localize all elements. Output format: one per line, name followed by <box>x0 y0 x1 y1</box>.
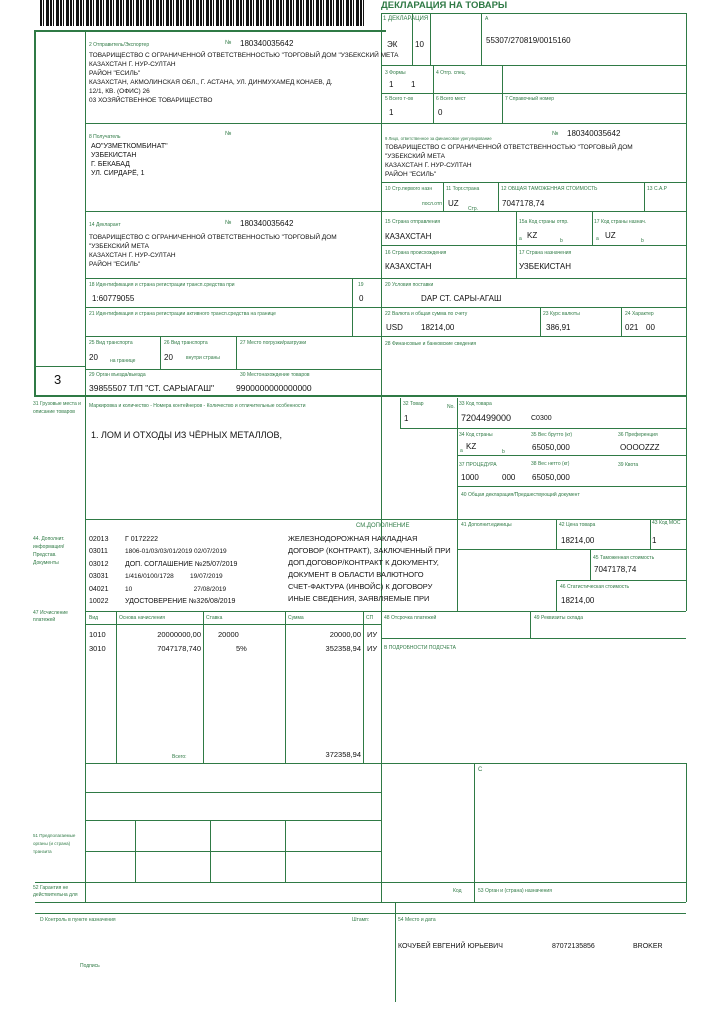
doc-text: 1806-01/03/03/01/2019 02/07/2019 <box>125 548 227 555</box>
financial-text: ТОВАРИЩЕСТВО С ОГРАНИЧЕННОЙ ОТВЕТСТВЕННОСТЬЮ "ТОРГОВЫЙ ДОМ "УЗБЕКСКИЙ МЕТА КАЗАХСТАН Г. НУР-СУЛТАН РАЙОН "ЕСИЛЬ" <box>385 144 633 178</box>
goods-description: 1. ЛОМ И ОТХОДЫ ИЗ ЧЁРНЫХ МЕТАЛЛОВ, <box>91 430 283 440</box>
doc-code: 10022 <box>89 598 109 605</box>
box16-label: 16 Страна происхождения <box>385 250 447 256</box>
boxA-label: А <box>485 16 489 22</box>
invoice-currency: USD <box>386 323 403 332</box>
box52-code-label: Код <box>453 888 462 894</box>
boxD-label: D Контроль в пункте назначения <box>40 917 116 923</box>
net-weight: 65050,000 <box>532 473 570 482</box>
box37-label: 37 ПРОЦЕДУРА <box>459 462 497 468</box>
box33-label: 33 Код товара <box>459 401 492 407</box>
box15-label: 15 Страна отправления <box>385 219 441 225</box>
origin-country: КАЗАХСТАН <box>385 262 432 271</box>
payments-total: 372358,94 <box>325 750 361 759</box>
destination-country: УЗБЕКИСТАН <box>519 262 571 271</box>
box6-label: 6 Всего мест <box>436 96 466 102</box>
box8-no-label: № <box>225 131 232 137</box>
box30-label: 30 Местонахождение товаров <box>240 372 310 378</box>
exchange-rate: 386,91 <box>546 323 571 332</box>
box8-label: 8 Получатель <box>89 134 121 140</box>
doc-code: 02013 <box>89 536 109 543</box>
box3-label: 3 Формы <box>385 70 406 76</box>
box28-label: 28 Финансовые и банковские сведения <box>385 341 477 347</box>
box12-label: 12 ОБЩАЯ ТАМОЖЕННАЯ СТОИМОСТЬ <box>501 186 598 192</box>
box41-label: 41 Дополнит.единицы <box>461 522 512 528</box>
doc-code: 03031 <box>89 573 109 580</box>
box2-label: 2 Отправитель/Экспортер <box>89 42 150 48</box>
box36-label: 36 Преференция <box>618 432 658 438</box>
exporter-text: ТОВАРИЩЕСТВО С ОГРАНИЧЕННОЙ ОТВЕТСТВЕННОСТЬЮ "ТОРГОВЫЙ ДОМ "УЗБЕКСКИЙ МЕТА КАЗАХСТАН Г. НУР-СУЛТАН РАЙОН "ЕСИЛЬ" КАЗАХСТАН, АКМОЛИНСКАЯ ОБЛ., Г. АСТАНА, УЛ. ДИНМУХАМЕД КОНАЕВ, Д. 12/1, КВ. (ОФИС) 26 03 ХОЗЯЙСТВЕННОЕ ТОВАРИЩЕСТВО <box>89 52 399 104</box>
box17a-label: 17 Код страны назнач. <box>594 219 647 225</box>
box14-no-label: № <box>225 220 232 226</box>
exporter-bin: 180340035642 <box>240 39 294 48</box>
box14-label: 14 Декларант <box>89 222 121 228</box>
transport-id: 1:60779055 <box>92 294 135 303</box>
declarant-bin: 180340035642 <box>240 219 294 228</box>
box11-label: 11 Торг.страна <box>446 186 480 192</box>
broker-role: BROKER <box>633 943 663 950</box>
box54-label: 54 Место и дата <box>398 917 436 923</box>
box46-label: 46 Статистическая стоимость <box>560 584 630 590</box>
procedure-2: 000 <box>502 473 516 482</box>
transaction-nature-1: 021 <box>625 323 639 332</box>
box21-label: 21 Идентификация и страна регистрации активного трансп.средства на границе <box>89 311 276 317</box>
box35-label: 35 Вес брутто (кг) <box>531 432 573 438</box>
goods-location: 9900000000000000 <box>236 383 312 393</box>
customs-office: 39855507 Т/П "СТ. САРЫАГАШ" <box>89 383 215 393</box>
total-items: 1 <box>389 108 394 117</box>
box39-label: 39 Квота <box>618 462 639 468</box>
box45-label: 45 Таможенная стоимость <box>593 555 655 561</box>
box44-label: 44. Дополнит. информация/ Представ. Документы <box>33 536 65 566</box>
box23-label: 23 Курс валюты <box>543 311 580 317</box>
payment-base: 20000000,00 <box>157 630 201 639</box>
box15a-b: b <box>560 238 563 244</box>
forms-v2: 1 <box>411 80 416 89</box>
destination-country-code: UZ <box>605 231 616 240</box>
box10-sub: посл.отп <box>422 201 442 207</box>
payment-sp: ИУ <box>367 630 378 639</box>
box47-label: 47 Исчисление платежей <box>33 610 68 623</box>
box24-label: 24 Характер <box>625 311 654 317</box>
box20-label: 20 Условия поставки <box>385 282 434 288</box>
box15a-label: 15а Код страны отпр. <box>519 219 569 225</box>
registration-number: 55307/270819/0015160 <box>486 36 571 45</box>
box17a-a: a <box>596 236 599 242</box>
box29-label: 29 Орган въезда/выезда <box>89 372 146 378</box>
stamp-label: Штамп: <box>352 917 370 923</box>
border-transport: 20 <box>89 353 98 362</box>
col-rate: Ставка <box>206 615 223 621</box>
box25-sub: на границе <box>110 358 136 364</box>
box43-label: 43 Код МОС <box>652 520 681 526</box>
payment-sum: 20000,00 <box>329 630 361 639</box>
side-number: 3 <box>54 372 62 387</box>
consignee-text: АО"УЗМЕТКОМБИНАТ" УЗБЕКИСТАН Г. БЕКАБАД УЛ. СИРДАРЁ, 1 <box>91 143 168 177</box>
doc-text: Г 0172222 <box>125 536 158 543</box>
hs-code: 7204499000 <box>461 413 512 423</box>
doc-text: УДОСТОВЕРЕНИЕ №326/08/2019 <box>125 598 236 605</box>
container-flag: 0 <box>359 294 364 303</box>
box22-label: 22 Валюта и общая сумма по счету <box>385 311 468 317</box>
declarant-text: ТОВАРИЩЕСТВО С ОГРАНИЧЕННОЙ ОТВЕТСТВЕННОСТЬЮ "ТОРГОВЫЙ ДОМ "УЗБЕКСКИЙ МЕТА КАЗАХСТАН Г. НУР-СУЛТАН РАЙОН "ЕСИЛЬ" <box>89 234 337 268</box>
invoice-amount: 18214,00 <box>421 323 455 332</box>
payment-vid: 1010 <box>89 630 106 639</box>
box32-label: 32 Товар <box>403 401 424 407</box>
item-number: 1 <box>404 414 409 423</box>
col-sum: Сумма <box>288 615 304 621</box>
box34-a: a <box>460 448 463 454</box>
trade-country: UZ <box>448 199 459 208</box>
regime-number: 10 <box>415 40 424 49</box>
box31-label: 31 Грузовые места и описание товаров <box>33 401 81 415</box>
payment-base: 7047178,740 <box>157 644 201 653</box>
valuation-method: 1 <box>652 536 657 545</box>
boxC-label: С <box>478 767 483 773</box>
document-notes: ЖЕЛЕЗНОДОРОЖНАЯ НАКЛАДНАЯ ДОГОВОР (КОНТРАКТ), ЗАКЛЮЧЕННЫЙ ПРИ ДОП.ДОГОВОР/КОНТРАКТ К ДОКУМЕНТУ, ДОКУМЕНТ В ОБЛАСТИ ВАЛЮТНОГО СЧЕТ-ФАКТУРА (ИНВОЙС) К ДОГОВОРУ ИНЫЕ СВЕДЕНИЯ, ЗАЯВЛЯЕМЫЕ ПРИ <box>288 534 451 603</box>
box17-label: 17 Страна назначения <box>519 250 572 256</box>
box49-label: 49 Реквизиты склада <box>534 615 583 621</box>
payment-sp: ИУ <box>367 644 378 653</box>
total-label: Всего: <box>172 754 187 760</box>
box5-label: 5 Всего т-ов <box>385 96 414 102</box>
payment-rate: 20000 <box>218 630 239 639</box>
signature-label: Подпись <box>80 963 100 969</box>
doc-code: 04021 <box>89 586 109 593</box>
total-packages: 0 <box>438 108 443 117</box>
box7-label: 7 Справочный номер <box>505 96 555 102</box>
box26-label: 26 Вид транспорта <box>164 340 208 346</box>
statistical-value: 18214,00 <box>561 596 595 605</box>
regime-code: ЭК <box>387 40 398 49</box>
box15a-a: a <box>519 236 522 242</box>
payment-vid: 3010 <box>89 644 106 653</box>
box40-label: 40 Общая декларация/Предшествующий документ <box>461 492 580 498</box>
customs-value: 7047178,74 <box>594 565 637 574</box>
hs-code-extra: С0300 <box>531 415 552 422</box>
box9-label: 9 Лицо, ответственное за финансовое урегулирование <box>385 136 492 141</box>
box42-label: 42 Цена товара <box>559 522 596 528</box>
boxB-label: В ПОДРОБНОСТИ ПОДСЧЕТА <box>384 645 456 651</box>
col-base: Основа начисления <box>119 615 165 621</box>
transaction-nature-2: 00 <box>646 323 655 332</box>
box2-no-label: № <box>225 40 232 46</box>
origin-code: KZ <box>466 442 477 451</box>
payment-sum: 352358,94 <box>325 644 361 653</box>
total-customs-value: 7047178,74 <box>502 199 545 208</box>
box10-label: 10 Стр.первого назн <box>385 186 433 192</box>
box27-label: 27 Место погрузки/разгрузки <box>240 340 307 346</box>
box17a-b: b <box>641 238 644 244</box>
preference: OOOOZZZ <box>620 443 660 452</box>
payment-rate: 5% <box>236 644 247 653</box>
box11-sub: Стр. <box>468 206 479 212</box>
item-price: 18214,00 <box>561 536 595 545</box>
box26-sub: внутри страны <box>186 355 220 361</box>
box19-label: 19 <box>358 282 364 288</box>
box52-label: 52 Гарантия не действительна для <box>33 885 78 898</box>
box31-marks-label: Маркировка и количество - Номера контейнеров - Количество и отличительные особенности <box>89 403 306 409</box>
inland-transport: 20 <box>164 353 173 362</box>
dispatch-country: КАЗАХСТАН <box>385 232 432 241</box>
box34-b: b <box>502 449 505 455</box>
financial-bin: 180340035642 <box>567 129 621 138</box>
see-addition: СМ.ДОПОЛНЕНИЕ <box>356 523 410 529</box>
broker-name: КОЧУБЕЙ ЕВГЕНИЙ ЮРЬЕВИЧ <box>398 943 503 950</box>
box51-label: 51 Предполагаемые органы (и страна) транзита <box>33 833 76 854</box>
broker-phone: 87072135856 <box>552 943 595 950</box>
box4-label: 4 Отгр. спец. <box>436 70 466 76</box>
box34-label: 34 Код страны <box>459 432 493 438</box>
box53-label: 53 Орган и (страна) назначения <box>478 888 552 894</box>
box25-label: 25 Вид транспорта <box>89 340 133 346</box>
delivery-terms: DAP СТ. САРЫ-АГАШ <box>421 294 502 303</box>
box1-label: 1 ДЕКЛАРАЦИЯ <box>383 16 429 22</box>
col-sp: СП <box>366 615 374 621</box>
forms-v1: 1 <box>389 80 394 89</box>
doc-text: ДОП. СОГЛАШЕНИЕ №25/07/2019 <box>125 561 238 568</box>
procedure-1: 1000 <box>461 473 479 482</box>
box32-no: No. <box>447 404 455 410</box>
box38-label: 38 Вес нетто (кг) <box>531 461 570 467</box>
box9-no-label: № <box>552 131 559 137</box>
box18-label: 18 Идентификация и страна регистрации трансп.средства при <box>89 282 235 288</box>
dispatch-country-code: KZ <box>527 231 538 240</box>
gross-weight: 65050,000 <box>532 443 570 452</box>
form-title: ДЕКЛАРАЦИЯ НА ТОВАРЫ <box>381 0 508 11</box>
doc-text: 10 27/08/2019 <box>125 586 227 593</box>
col-vid: Вид <box>89 615 99 621</box>
barcode <box>40 0 366 26</box>
doc-code: 03011 <box>89 548 108 555</box>
doc-code: 03012 <box>89 561 109 568</box>
box13-label: 13 С.А.Р <box>647 186 668 192</box>
doc-text: 1/416/0100/1728 19/07/2019 <box>125 573 223 580</box>
box48-label: 48 Отсрочка платежей <box>384 615 437 621</box>
